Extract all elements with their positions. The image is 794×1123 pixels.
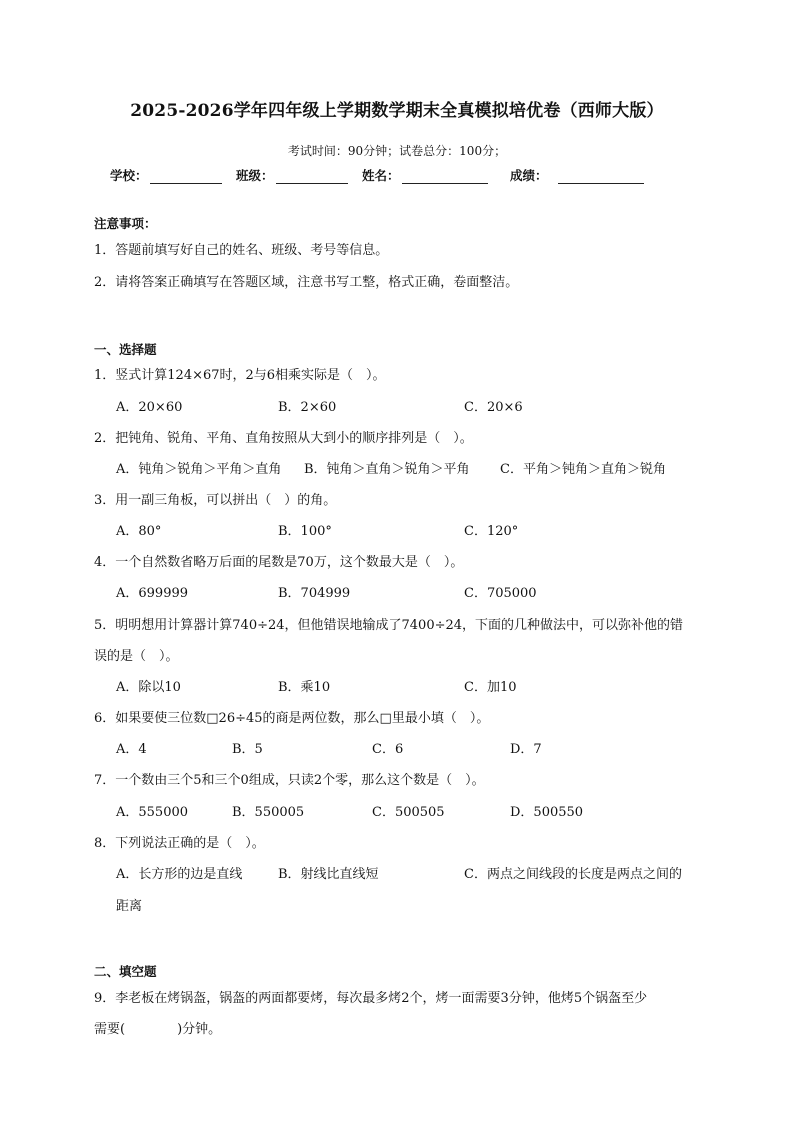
- option: D．500550: [510, 805, 584, 820]
- option: C．加10: [464, 680, 517, 695]
- option: A．555000: [116, 805, 189, 820]
- note-item: 1．答题前填写好自己的姓名、班级、考号等信息。: [94, 243, 389, 258]
- question-text: 2．把钝角、锐角、平角、直角按照从大到小的顺序排列是（ ）。: [94, 431, 473, 446]
- question-text: 8．下列说法正确的是（ ）。: [94, 836, 265, 851]
- option: B．704999: [278, 586, 351, 601]
- name-label: 姓名：: [362, 168, 400, 183]
- option: B．2×60: [278, 400, 337, 415]
- option: C．705000: [464, 586, 537, 601]
- option: C．500505: [372, 805, 445, 820]
- score-label: 成绩：: [510, 168, 548, 183]
- option: C．6: [372, 742, 404, 757]
- question-text: 7．一个数由三个5和三个0组成，只读2个零，那么这个数是（ ）。: [94, 773, 485, 788]
- name-blank: [402, 171, 488, 184]
- school-field: [110, 166, 222, 184]
- option: A．4: [116, 742, 147, 757]
- option: A．699999: [116, 586, 189, 601]
- option: D．7: [510, 742, 542, 757]
- note-item: 2．请将答案正确填写在答题区域，注意书写工整，格式正确，卷面整洁。: [94, 275, 519, 290]
- question-text-cont: 需要( )分钟。: [94, 1022, 222, 1037]
- option-cont: 距离: [116, 899, 143, 914]
- score-blank: [558, 171, 644, 184]
- score-field: [510, 166, 644, 184]
- option: C．120°: [464, 524, 519, 539]
- question-text: 4．一个自然数省略万后面的尾数是70万，这个数最大是（ ）。: [94, 555, 464, 570]
- question-text: 6．如果要使三位数□26÷45的商是两位数，那么□里最小填（ ）。: [94, 711, 490, 726]
- question-text: 1．竖式计算124×67时，2与6相乘实际是（ ）。: [94, 368, 386, 383]
- option: B．5: [232, 742, 263, 757]
- option: A．长方形的边是直线: [116, 867, 243, 882]
- option: B．100°: [278, 524, 332, 539]
- class-blank: [276, 171, 348, 184]
- question-text: 5．明明想用计算器计算740÷24，但他错误地输成了7400÷24，下面的几种做法中，可以弥补他的错: [94, 618, 684, 633]
- school-label: 学校：: [110, 168, 148, 183]
- option: B．550005: [232, 805, 305, 820]
- option: B．射线比直线短: [278, 867, 379, 882]
- option: A．除以10: [116, 680, 181, 695]
- exam-info: 考试时间：90分钟；试卷总分：100分；: [287, 144, 507, 158]
- question-text-cont: 误的是（ ）。: [94, 649, 179, 664]
- name-field: [362, 166, 488, 184]
- section-heading-fill: 二、填空题: [94, 964, 157, 979]
- option: B．乘10: [278, 680, 331, 695]
- option: A．80°: [116, 524, 162, 539]
- question-text: 9．李老板在烤锅盔，锅盔的两面都要烤，每次最多烤2个，烤一面需要3分钟，他烤5个锅盔至少: [94, 991, 648, 1006]
- section-heading-choice: 一、选择题: [94, 342, 157, 357]
- option: A．钝角＞锐角＞平角＞直角: [116, 462, 282, 477]
- option: C．20×6: [464, 400, 523, 415]
- option: B．钝角＞直角＞锐角＞平角: [304, 462, 470, 477]
- option: C．平角＞钝角＞直角＞锐角: [500, 462, 666, 477]
- class-label: 班级：: [236, 168, 274, 183]
- notes-heading: 注意事项：: [94, 216, 157, 231]
- option: A．20×60: [116, 400, 183, 415]
- page-title: 2025-2026学年四年级上学期数学期末全真模拟培优卷（西师大版）: [130, 101, 664, 121]
- class-field: [236, 166, 348, 184]
- question-text: 3．用一副三角板，可以拼出（ ）的角。: [94, 493, 337, 508]
- school-blank: [150, 171, 222, 184]
- option: C．两点之间线段的长度是两点之间的: [464, 867, 682, 882]
